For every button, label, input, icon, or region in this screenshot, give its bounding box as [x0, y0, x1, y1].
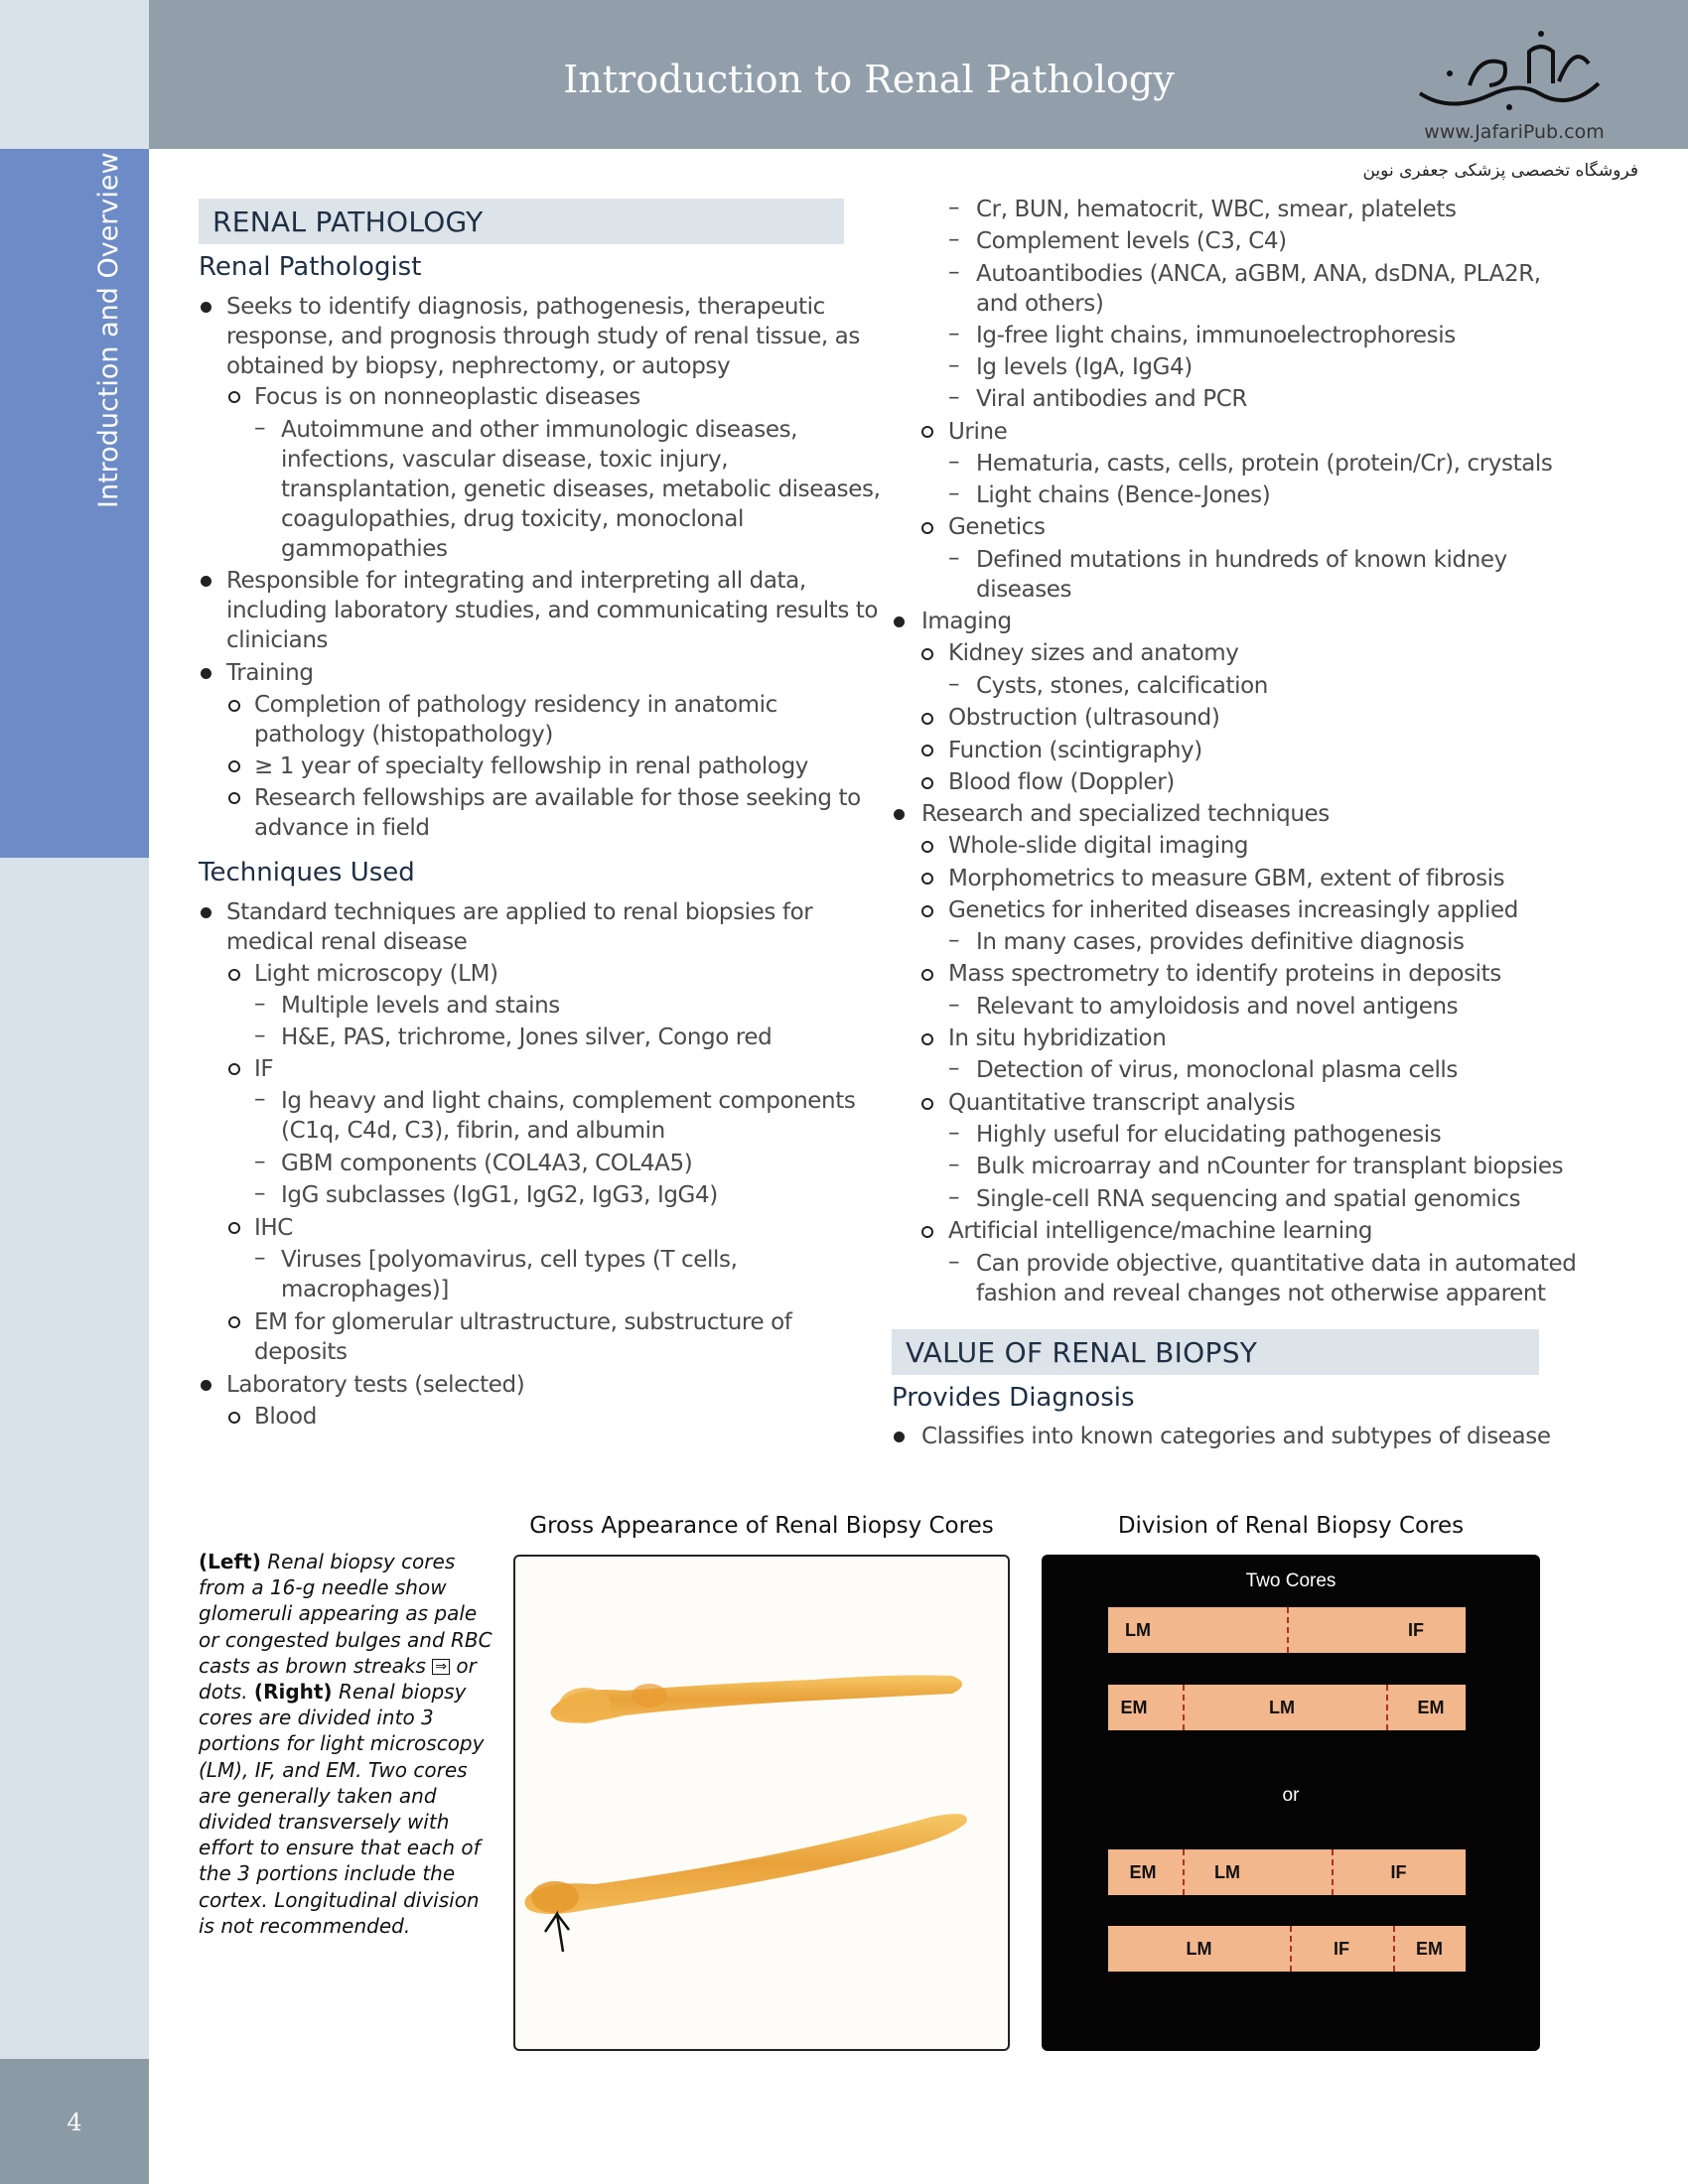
list-item: Viral antibodies and PCR: [976, 386, 1247, 412]
list-item: transplantation, genetic diseases, metabolic diseases,: [281, 477, 881, 502]
bullet: [201, 302, 211, 313]
list-item: Autoantibodies (ANCA, aGBM, ANA, dsDNA, PLA2R,: [976, 261, 1541, 287]
list-item: Morphometrics to measure GBM, extent of fibrosis: [948, 866, 1505, 891]
sub-bullet: [921, 426, 933, 438]
list-item: Imaging: [921, 609, 1012, 634]
list-item: IHC: [254, 1215, 293, 1241]
list-item: Completion of pathology residency in anatomic: [254, 692, 777, 718]
dash-bullet: –: [948, 1055, 960, 1081]
dash-bullet: –: [948, 259, 960, 285]
dash-bullet: –: [254, 1023, 266, 1048]
list-item: Ig-free light chains, immunoelectrophoresis: [976, 323, 1456, 348]
sub-bullet: [921, 777, 933, 789]
dash-bullet: –: [948, 195, 960, 220]
segment-em: EM: [1416, 1938, 1443, 1959]
list-item: Seeks to identify diagnosis, pathogenesis, therapeutic: [226, 294, 825, 320]
subheading-renal-pathologist: Renal Pathologist: [199, 252, 422, 282]
list-item: Standard techniques are applied to renal biopsies for: [226, 899, 813, 925]
segment-if: IF: [1408, 1619, 1424, 1640]
list-item: Light microscopy (LM): [254, 961, 498, 987]
segment-em: EM: [1120, 1697, 1148, 1717]
dash-bullet: –: [948, 321, 960, 346]
sub-bullet: [228, 1316, 240, 1328]
list-item: coagulopathies, drug toxicity, monoclonal: [281, 506, 744, 532]
list-item: gammopathies: [281, 536, 448, 562]
list-item: infections, vascular disease, toxic injury,: [281, 447, 729, 473]
list-item: Defined mutations in hundreds of known kidney: [976, 547, 1507, 573]
segment-lm: LM: [1125, 1619, 1151, 1640]
dash-bullet: –: [948, 352, 960, 378]
dash-bullet: –: [254, 1149, 266, 1174]
core-bar-4: [1108, 1926, 1466, 1972]
segment-em: EM: [1417, 1697, 1445, 1717]
list-item: Obstruction (ultrasound): [948, 705, 1220, 731]
dash-bullet: –: [948, 449, 960, 475]
bullet: [201, 576, 211, 587]
sub-bullet: [921, 1098, 933, 1110]
list-item: Relevant to amyloidosis and novel antigens: [976, 994, 1459, 1020]
list-item: deposits: [254, 1339, 348, 1365]
list-item: medical renal disease: [226, 929, 468, 955]
sub-bullet: [228, 700, 240, 712]
section-title: VALUE OF RENAL BIOPSY: [906, 1336, 1258, 1369]
list-item: Blood: [254, 1404, 317, 1430]
dash-bullet: –: [948, 545, 960, 571]
list-item: In situ hybridization: [948, 1025, 1167, 1051]
list-item: obtained by biopsy, nephrectomy, or autopsy: [226, 353, 731, 379]
list-item: Detection of virus, monoclonal plasma cells: [976, 1057, 1459, 1083]
dash-bullet: –: [254, 1180, 266, 1206]
core-bar-1: [1108, 1607, 1466, 1653]
list-item: Research fellowships are available for those seeking to: [254, 785, 861, 811]
caption-right-tag: (Right): [253, 1680, 333, 1705]
list-item: Blood flow (Doppler): [948, 769, 1175, 795]
list-item: Can provide objective, quantitative data in automated: [976, 1251, 1577, 1277]
core-bar-2: [1108, 1685, 1466, 1730]
list-item: including laboratory studies, and communicating results to: [226, 598, 879, 623]
list-item: Cysts, stones, calcification: [976, 673, 1268, 699]
bullet: [201, 1380, 211, 1391]
arrow-icon: [545, 1914, 569, 1952]
list-item: Ig levels (IgA, IgG4): [976, 354, 1193, 380]
chapter-tab-label: Introduction and Overview: [93, 152, 124, 508]
figure-title-left: Gross Appearance of Renal Biopsy Cores: [529, 1513, 994, 1539]
section-title: RENAL PATHOLOGY: [212, 205, 484, 238]
segment-if: IF: [1334, 1938, 1349, 1959]
list-item: (C1q, C4d, C3), fibrin, and albumin: [281, 1118, 665, 1144]
list-item: Function (scintigraphy): [948, 738, 1202, 763]
list-item: Responsible for integrating and interpreting all data,: [226, 568, 806, 594]
list-item: Genetics: [948, 514, 1046, 540]
sub-bullet: [228, 1222, 240, 1234]
list-item: Research and specialized techniques: [921, 801, 1330, 827]
chapter-tab: [0, 149, 149, 858]
sub-bullet: [921, 522, 933, 534]
dash-bullet: –: [948, 384, 960, 410]
list-item: Quantitative transcript analysis: [948, 1090, 1296, 1116]
core-bar-3: [1108, 1849, 1466, 1895]
list-item: response, and prognosis through study of renal tissue, as: [226, 324, 860, 349]
list-item: Mass spectrometry to identify proteins in deposits: [948, 961, 1501, 987]
dash-bullet: –: [254, 991, 266, 1017]
sub-bullet: [228, 1063, 240, 1075]
subheading-techniques-used: Techniques Used: [199, 858, 415, 887]
list-item: Artificial intelligence/machine learning: [948, 1218, 1373, 1244]
list-item: advance in field: [254, 815, 430, 841]
list-item: clinicians: [226, 627, 329, 653]
dash-bullet: –: [948, 992, 960, 1018]
sub-bullet: [921, 1033, 933, 1045]
list-item: Single-cell RNA sequencing and spatial genomics: [976, 1186, 1521, 1212]
sub-bullet: [228, 792, 240, 804]
sub-bullet: [921, 969, 933, 981]
list-item: Light chains (Bence-Jones): [976, 482, 1271, 508]
list-item: Bulk microarray and nCounter for transplant biopsies: [976, 1154, 1564, 1179]
list-item: Genetics for inherited diseases increasingly applied: [948, 897, 1518, 923]
page-title: Introduction to Renal Pathology: [563, 58, 1175, 101]
arrow-reference-icon: ⇒: [432, 1659, 450, 1675]
caption-left-tag: (Left): [199, 1550, 261, 1573]
biopsy-division-diagram: [1042, 1555, 1540, 2051]
list-item: IgG subclasses (IgG1, IgG2, IgG3, IgG4): [281, 1182, 718, 1208]
list-item: Autoimmune and other immunologic diseases,: [281, 417, 798, 443]
list-item: Kidney sizes and anatomy: [948, 640, 1239, 666]
list-item: Ig heavy and light chains, complement components: [281, 1088, 856, 1114]
publisher-logo: [1410, 24, 1609, 119]
caption-part2: or dots.: [199, 1653, 477, 1705]
sub-bullet: [921, 745, 933, 756]
dash-bullet: –: [948, 671, 960, 697]
list-item: Urine: [948, 419, 1008, 445]
list-item: Focus is on nonneoplastic diseases: [254, 384, 640, 410]
caption-part1: Renal biopsy cores from a 16-g needle show glomeruli appearing as pale or congested bulges and RBC casts as brown streaks: [199, 1550, 492, 1678]
sub-bullet: [921, 841, 933, 853]
list-item: and others): [976, 291, 1104, 317]
dash-bullet: –: [254, 1086, 266, 1112]
bullet: [894, 616, 905, 627]
segment-lm: LM: [1214, 1861, 1240, 1882]
caption-part3: Renal biopsy cores are divided into 3 portions for light microscopy (LM), IF, and EM. Two cores are generally taken and divided transversely with effort to ensure that each of the 3 portions include the cortex. Longitudinal division is not recommended.: [199, 1680, 485, 1938]
dash-bullet: –: [948, 480, 960, 506]
sub-bullet: [228, 391, 240, 403]
list-item: pathology (histopathology): [254, 722, 553, 748]
segment-if: IF: [1390, 1861, 1407, 1882]
list-item: Complement levels (C3, C4): [976, 228, 1287, 254]
list-item: Classifies into known categories and subtypes of disease: [921, 1424, 1551, 1449]
figure-caption: [199, 1549, 496, 1939]
dash-bullet: –: [948, 1249, 960, 1275]
bullet: [201, 907, 211, 918]
subheading-provides-diagnosis: Provides Diagnosis: [892, 1383, 1135, 1413]
sub-bullet: [921, 905, 933, 917]
biopsy-cores-image: [515, 1557, 1010, 2051]
sub-bullet: [921, 648, 933, 660]
sub-bullet: [228, 969, 240, 981]
core-divider: [1386, 1685, 1388, 1730]
dash-bullet: –: [948, 1120, 960, 1146]
sub-bullet: [228, 760, 240, 772]
list-item: Hematuria, casts, cells, protein (protein/Cr), crystals: [976, 451, 1553, 477]
diagram-heading: Two Cores: [1245, 1570, 1336, 1591]
biopsy-cores-photo: [513, 1555, 1010, 2051]
bullet: [201, 668, 211, 679]
list-item: diseases: [976, 577, 1072, 603]
sub-bullet: [228, 1412, 240, 1424]
list-item: fashion and reveal changes not otherwise apparent: [976, 1281, 1546, 1306]
list-item: Cr, BUN, hematocrit, WBC, smear, platelets: [976, 197, 1457, 222]
list-item: IF: [254, 1056, 274, 1082]
sub-bullet: [921, 873, 933, 885]
list-item: macrophages)]: [281, 1277, 449, 1302]
segment-em: EM: [1129, 1861, 1157, 1882]
dash-bullet: –: [948, 1152, 960, 1177]
dash-bullet: –: [948, 226, 960, 252]
list-item: GBM components (COL4A3, COL4A5): [281, 1151, 693, 1176]
figure-title-right: Division of Renal Biopsy Cores: [1117, 1513, 1465, 1539]
list-item: In many cases, provides definitive diagnosis: [976, 929, 1465, 955]
list-item: H&E, PAS, trichrome, Jones silver, Congo red: [281, 1024, 773, 1050]
list-item: ≥ 1 year of specialty fellowship in renal pathology: [254, 753, 808, 779]
sub-bullet: [921, 713, 933, 725]
core-divider: [1287, 1607, 1289, 1653]
segment-lm: LM: [1269, 1697, 1295, 1717]
dash-bullet: –: [254, 415, 266, 441]
publisher-subtitle: فروشگاه تخصصی پزشکی جعفری نوین: [1362, 161, 1638, 181]
publisher-url: www.JafariPub.com: [1424, 121, 1605, 143]
sub-bullet: [921, 1226, 933, 1238]
dash-bullet: –: [948, 1184, 960, 1210]
section-header-renal-pathology: [199, 199, 844, 244]
list-item: Whole-slide digital imaging: [948, 833, 1249, 859]
page-number: 4: [67, 2109, 82, 2136]
diagram-or: or: [1282, 1785, 1300, 1806]
list-item: EM for glomerular ultrastructure, substructure of: [254, 1309, 792, 1335]
section-header-value-of-biopsy: [892, 1329, 1539, 1375]
segment-lm: LM: [1186, 1938, 1212, 1959]
list-item: Viruses [polyomavirus, cell types (T cells,: [281, 1247, 738, 1273]
bullet: [894, 809, 905, 820]
list-item: Laboratory tests (selected): [226, 1372, 525, 1398]
list-item: Training: [226, 660, 314, 686]
dash-bullet: –: [948, 927, 960, 953]
dash-bullet: –: [254, 1245, 266, 1271]
list-item: Highly useful for elucidating pathogenesis: [976, 1122, 1442, 1148]
list-item: Multiple levels and stains: [281, 993, 560, 1019]
bullet: [894, 1432, 905, 1442]
